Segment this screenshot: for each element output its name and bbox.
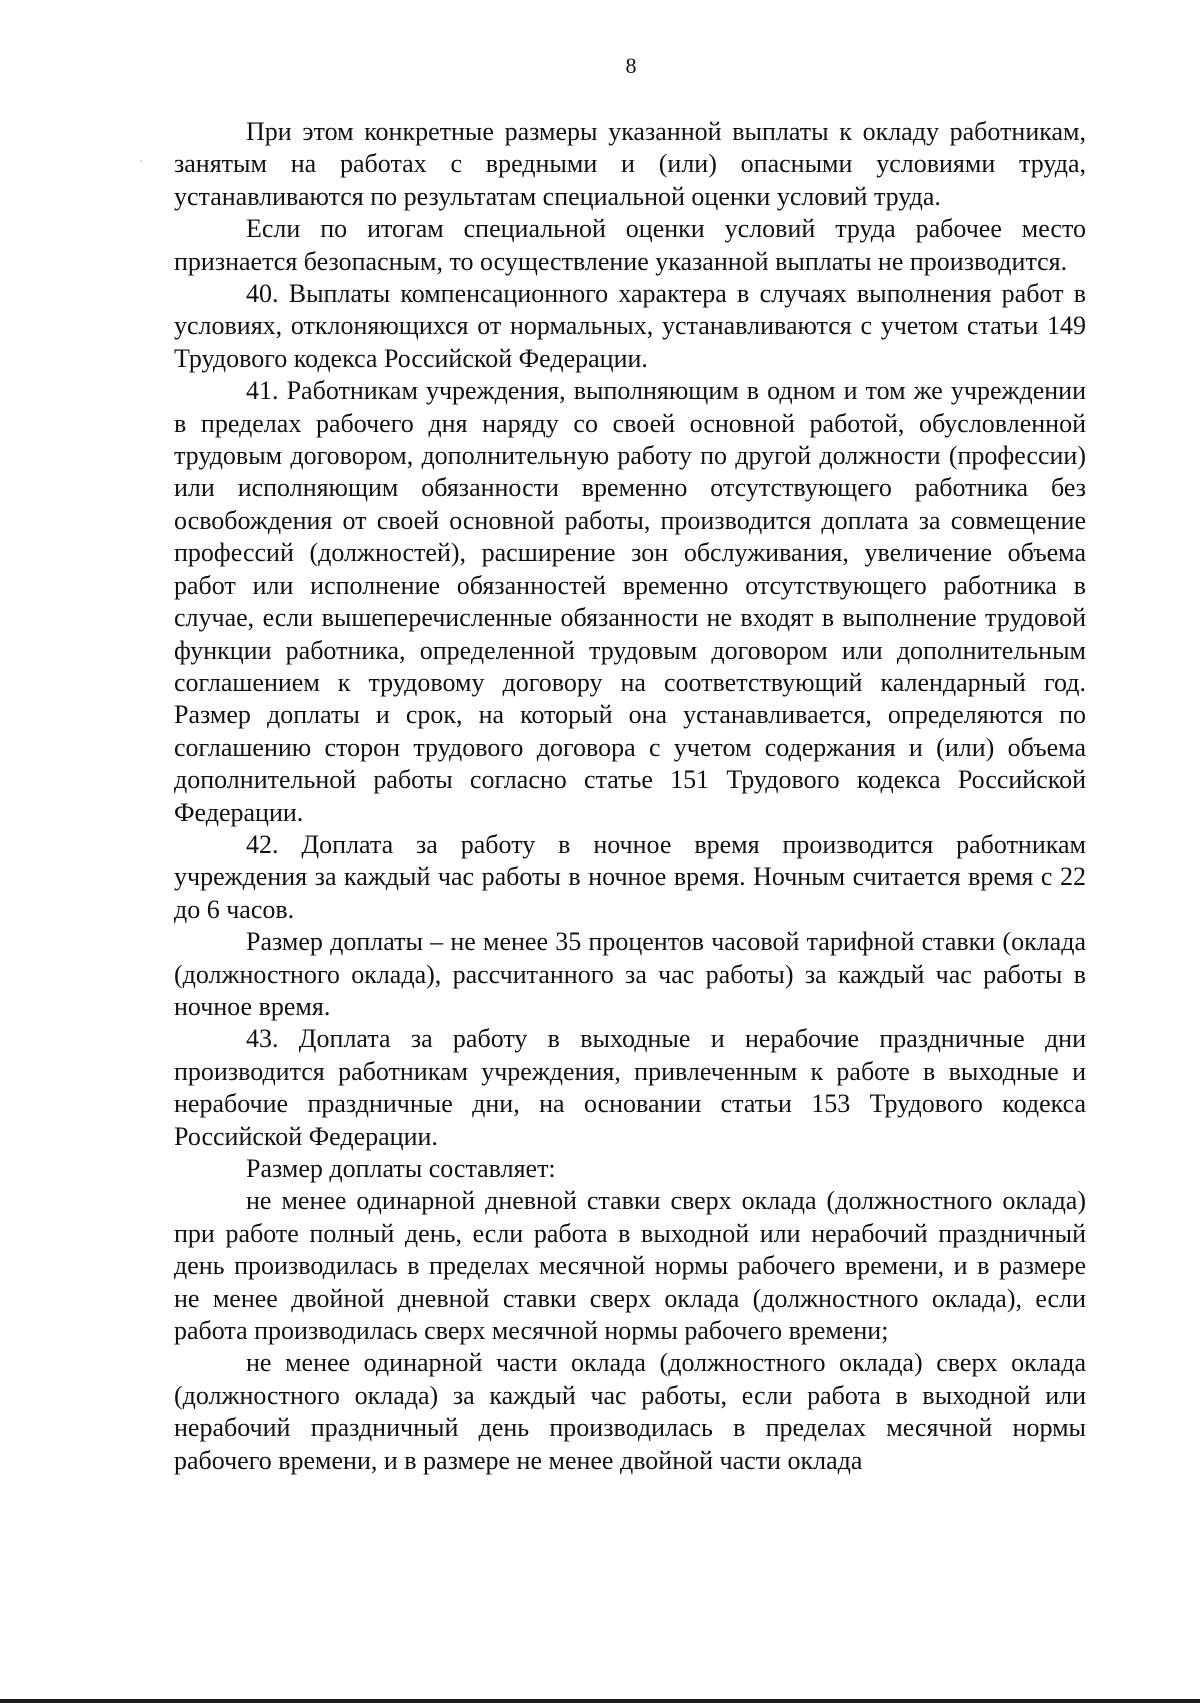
- paragraph-item-43: 43. Доплата за работу в выходные и нерабочие праздничные дни производится работникам учреждения, привлеченным к работе в выходные и нерабочие праздничные дни, на основании статьи 153 Трудового кодекса Российской Федерации.: [174, 1024, 1086, 1151]
- paragraph-special-assessment: При этом конкретные размеры указанной выплаты к окладу работникам, занятым на работах с вредными и (или) опасными условиями труда, устанавливаются по результатам специальной оценки условий труда.: [174, 117, 1086, 211]
- scan-speck: [140, 160, 142, 162]
- paragraph-item-40: 40. Выплаты компенсационного характера в случаях выполнения работ в условиях, отклоняющихся от нормальных, устанавливаются с учетом статьи 149 Трудового кодекса Российской Федерации.: [174, 279, 1086, 373]
- paragraph-item-41: 41. Работникам учреждения, выполняющим в одном и том же учреждении в пределах рабочего дня наряду со своей основной работой, обусловленной трудовым договором, дополнительную работу по другой должности (профессии) или исполняющим обязанности временно отсутствующего работника без освобождения от своей основной работы, производится доплата за совмещение профессий (должностей), расширение зон обслуживания, увеличение объема работ или исполнение обязанностей временно отсутствующего работника в случае, если вышеперечисленные обязанности не входят в выполнение трудовой функции работника, определенной трудовым договором или дополнительным соглашением к трудовому договору на соответствующий календарный год. Размер доплаты и срок, на который она устанавливается, определяются по соглашению сторон трудового договора с учетом содержания и (или) объема дополнительной работы согласно статье 151 Трудового кодекса Российской Федерации.: [174, 376, 1086, 827]
- paragraph-item-42: 42. Доплата за работу в ночное время производится работникам учреждения за каждый час работы в ночное время. Ночным считается время с 22 до 6 часов.: [174, 829, 1086, 924]
- document-body: [174, 116, 1086, 1477]
- paragraph-daily-rate: не менее одинарной дневной ставки сверх оклада (должностного оклада) при работе полный день, если работа в выходной или нерабочий праздничный день производилась в пределах месячной нормы рабочего времени, и в размере не менее двойной дневной ставки сверх оклада (должностного оклада), если работа производилась сверх месячной нормы рабочего времени;: [174, 1186, 1086, 1346]
- paragraph-hourly-rate: не менее одинарной части оклада (должностного оклада) сверх оклада (должностного оклада) за каждый час работы, если работа в выходной или нерабочий праздничный день производилась в пределах месячной нормы рабочего времени, и в размере не менее двойной части оклада: [174, 1348, 1086, 1475]
- paragraph-rate-intro: Размер доплаты составляет:: [246, 1154, 556, 1183]
- page-number: 8: [625, 53, 637, 78]
- paragraph-night-rate: Размер доплаты – не менее 35 процентов часовой тарифной ставки (оклада (должностного оклада), рассчитанного за час работы) за каждый час работы в ночное время.: [174, 927, 1086, 1021]
- scan-bottom-edge: [0, 1699, 1200, 1703]
- paragraph-safe-workplace: Если по итогам специальной оценки условий труда рабочее место признается безопасным, то осуществление указанной выплаты не производится.: [174, 214, 1086, 276]
